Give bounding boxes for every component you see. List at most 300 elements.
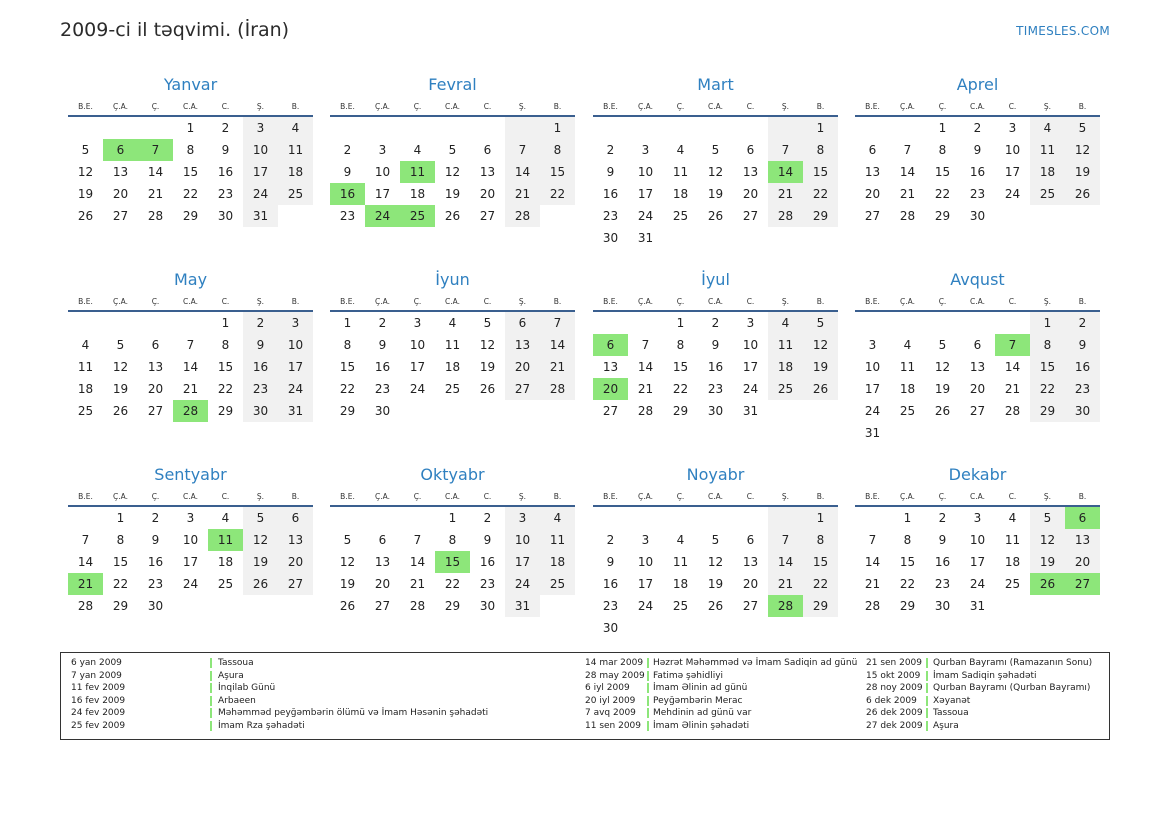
day-cell: 18 [409,187,426,201]
day-cell: 25 [899,404,916,418]
week-row [330,183,575,205]
day-cell: 14 [77,555,94,569]
day-cell: 5 [938,338,947,352]
month-name: Yanvar [163,75,218,94]
day-cell: 3 [746,316,755,330]
day-cell: 13 [742,165,759,179]
day-cell: 5 [483,316,492,330]
day-cell: 9 [221,143,230,157]
weekday-label: Ç. [413,297,422,306]
day-cell: 22 [899,577,916,591]
day-cell: 19 [444,187,461,201]
day-cell: 24 [969,577,986,591]
week-row [330,356,575,378]
legend-date: 11 sen 2009 [585,720,642,731]
day-cell: 12 [479,338,496,352]
empty-day-cell [1030,205,1065,227]
legend-date: 24 fev 2009 [71,708,126,719]
day-cell: 1 [1030,312,1065,334]
day-cell: 11 [444,338,461,352]
day-cell: 3 [243,117,278,139]
day-cell: 26 [934,404,951,418]
day-cell: 20 [593,378,628,400]
day-cell: 28 [768,205,803,227]
day-cell: 6 [378,533,387,547]
empty-day-cell [208,595,243,617]
weekday-header [68,97,313,117]
day-cell: 27 [147,404,164,418]
day-cell: 22 [672,382,689,396]
day-cell: 12 [243,529,278,551]
day-cell: 26 [444,209,461,223]
week-row [593,595,838,617]
day-cell: 31 [969,599,986,613]
week-row [855,356,1100,378]
weekday-label: C.A. [444,102,460,111]
day-cell: 28 [899,209,916,223]
weekday-label: C. [1008,492,1017,501]
day-cell: 16 [374,360,391,374]
legend-date: 28 noy 2009 [866,683,923,694]
empty-day-cell [995,595,1030,617]
legend-date: 7 avq 2009 [585,708,636,719]
empty-day-cell [540,400,575,422]
day-cell: 17 [864,382,881,396]
empty-day-cell [995,312,1030,334]
day-cell: 1 [221,316,230,330]
empty-day-cell [698,617,733,639]
month-calendar [855,268,1100,444]
day-cell: 11 [768,334,803,356]
day-cell: 15 [1030,356,1065,378]
day-cell: 11 [540,529,575,551]
day-cell: 27 [505,378,540,400]
legend-marker [647,671,649,681]
day-cell: 1 [343,316,352,330]
week-row [68,334,313,356]
weekday-header [68,292,313,312]
week-row [593,617,838,639]
weekday-label: B.E. [340,297,355,306]
empty-day-cell [855,117,890,139]
day-cell: 18 [672,577,689,591]
day-cell: 5 [116,338,125,352]
empty-day-cell [628,117,663,139]
day-cell: 14 [505,161,540,183]
weekday-label: B.E. [865,297,880,306]
legend-marker [926,696,928,706]
empty-day-cell [628,507,663,529]
weekday-label: Ş. [1043,492,1052,501]
weekday-label: C. [746,102,755,111]
day-cell: 19 [479,360,496,374]
weekday-label: B. [816,297,825,306]
empty-day-cell [768,117,803,139]
weekday-label: Ş. [1043,297,1052,306]
day-cell: 6 [505,312,540,334]
day-cell: 8 [343,338,352,352]
day-cell: 16 [479,555,496,569]
day-cell: 29 [803,595,838,617]
day-cell: 12 [77,165,94,179]
day-cell: 22 [540,183,575,205]
day-cell: 11 [400,161,435,183]
weekday-label: Ş. [256,297,265,306]
legend-date: 16 fev 2009 [71,695,126,706]
weekday-header [855,487,1100,507]
week-row [855,117,1100,139]
empty-day-cell [103,312,138,334]
day-cell: 2 [151,511,160,525]
weekday-label: B.E. [340,492,355,501]
empty-day-cell [768,617,803,639]
empty-day-cell [733,507,768,529]
day-cell: 25 [1004,577,1021,591]
weekday-label: C.A. [707,102,723,111]
day-cell: 11 [1004,533,1021,547]
empty-day-cell [803,617,838,639]
day-cell: 21 [147,187,164,201]
week-row [330,507,575,529]
empty-day-cell [628,617,663,639]
day-cell: 10 [409,338,426,352]
month-calendar [330,73,575,227]
day-cell: 2 [221,121,230,135]
day-cell: 9 [606,555,615,569]
day-cell: 30 [217,209,234,223]
day-cell: 25 [400,205,435,227]
day-cell: 20 [742,577,759,591]
day-cell: 4 [81,338,90,352]
legend-marker [647,658,649,668]
day-cell: 20 [1065,551,1100,573]
week-row [330,400,575,422]
day-cell: 7 [641,338,650,352]
day-cell: 4 [768,312,803,334]
weekday-label: C.A. [444,297,460,306]
empty-day-cell [505,400,540,422]
day-cell: 10 [637,165,654,179]
day-cell: 6 [483,143,492,157]
day-cell: 21 [1004,382,1021,396]
day-cell: 29 [1030,400,1065,422]
weekday-label: Ç.A. [637,492,653,501]
day-cell: 24 [365,205,400,227]
empty-day-cell [628,312,663,334]
day-cell: 26 [707,599,724,613]
day-cell: 17 [374,187,391,201]
day-cell: 9 [151,533,160,547]
day-cell: 27 [374,599,391,613]
day-cell: 6 [151,338,160,352]
day-cell: 3 [1008,121,1017,135]
week-row [855,183,1100,205]
day-cell: 12 [1030,529,1065,551]
week-row [330,334,575,356]
day-cell: 16 [1065,356,1100,378]
legend-holiday-name: Peyğəmbərin Merac [653,695,743,706]
day-cell: 2 [711,316,720,330]
day-cell: 23 [1065,378,1100,400]
day-cell: 2 [343,143,352,157]
day-cell: 28 [864,599,881,613]
day-cell: 4 [676,143,685,157]
day-cell: 20 [969,382,986,396]
day-cell: 28 [409,599,426,613]
day-cell: 28 [505,205,540,227]
legend-holiday-name: İmam Rza şəhadəti [218,720,305,731]
day-cell: 7 [138,139,173,161]
empty-day-cell [925,422,960,444]
weekday-label: B. [1078,492,1087,501]
day-cell: 17 [182,555,199,569]
week-row [330,312,575,334]
week-row [855,422,1100,444]
week-row [593,400,838,422]
day-cell: 25 [444,382,461,396]
day-cell: 21 [540,356,575,378]
weekday-label: B.E. [78,102,93,111]
weekday-header [330,292,575,312]
empty-day-cell [768,227,803,249]
week-row [330,529,575,551]
day-cell: 11 [672,165,689,179]
day-cell: 18 [217,555,234,569]
week-row [68,205,313,227]
day-cell: 29 [803,205,838,227]
weekday-header [593,487,838,507]
day-cell: 17 [505,551,540,573]
week-row [68,356,313,378]
empty-day-cell [890,117,925,139]
week-row [68,507,313,529]
day-cell: 26 [1030,573,1065,595]
day-cell: 17 [1004,165,1021,179]
weekday-header [68,487,313,507]
week-row [855,595,1100,617]
day-cell: 28 [768,595,803,617]
day-cell: 9 [938,533,947,547]
page-title: 2009-ci il təqvimi. (İran) [60,19,290,41]
day-cell: 26 [1065,183,1100,205]
day-cell: 19 [934,382,951,396]
weekday-label: B. [1078,102,1087,111]
day-cell: 13 [742,555,759,569]
day-cell: 11 [278,139,313,161]
month-name: Avqust [950,270,1005,289]
day-cell: 15 [899,555,916,569]
legend-date: 11 fev 2009 [71,683,126,694]
weekday-label: C.A. [707,492,723,501]
day-cell: 1 [448,511,457,525]
week-row [68,400,313,422]
weekday-label: Ç. [676,297,685,306]
day-cell: 11 [1030,139,1065,161]
day-cell: 1 [186,121,195,135]
day-cell: 27 [742,209,759,223]
day-cell: 6 [1065,507,1100,529]
day-cell: 10 [243,139,278,161]
day-cell: 8 [221,338,230,352]
day-cell: 30 [707,404,724,418]
week-row [68,573,313,595]
day-cell: 30 [374,404,391,418]
day-cell: 20 [147,382,164,396]
weekday-label: Ş. [518,297,527,306]
weekday-label: C. [221,297,230,306]
weekday-label: B. [291,297,300,306]
day-cell: 17 [742,360,759,374]
day-cell: 23 [934,577,951,591]
day-cell: 28 [540,378,575,400]
legend-date: 21 sen 2009 [866,658,923,668]
empty-day-cell [68,507,103,529]
empty-day-cell [768,400,803,422]
week-row [68,529,313,551]
day-cell: 30 [479,599,496,613]
day-cell: 11 [672,555,689,569]
empty-day-cell [768,507,803,529]
legend-marker [926,721,928,731]
legend-marker [647,683,649,693]
day-cell: 25 [672,599,689,613]
day-cell: 24 [505,573,540,595]
day-cell: 15 [803,161,838,183]
month-calendar [330,463,575,617]
empty-day-cell [855,312,890,334]
day-cell: 24 [742,382,759,396]
day-cell: 5 [711,533,720,547]
week-row [855,529,1100,551]
day-cell: 30 [969,209,986,223]
day-cell: 6 [868,143,877,157]
day-cell: 9 [243,334,278,356]
empty-day-cell [540,595,575,617]
week-row [68,312,313,334]
weekday-label: B.E. [340,102,355,111]
day-cell: 10 [505,529,540,551]
legend-date: 6 iyl 2009 [585,683,630,694]
empty-day-cell [435,117,470,139]
day-cell: 29 [934,209,951,223]
legend-date: 6 dek 2009 [866,695,917,706]
weekday-label: Ç. [151,102,160,111]
weekday-label: C.A. [969,102,985,111]
month-name: Dekabr [948,465,1007,484]
day-cell: 19 [707,187,724,201]
weekday-label: Ç. [151,492,160,501]
day-cell: 13 [505,334,540,356]
weekday-label: Ç. [676,492,685,501]
day-cell: 29 [444,599,461,613]
empty-day-cell [1030,422,1065,444]
weekday-label: B.E. [78,492,93,501]
day-cell: 25 [217,577,234,591]
weekday-header [330,487,575,507]
day-cell: 12 [1065,139,1100,161]
weekday-label: Ç. [938,492,947,501]
day-cell: 15 [182,165,199,179]
weekday-label: C.A. [707,297,723,306]
day-cell: 18 [444,360,461,374]
weekday-label: C. [483,297,492,306]
day-cell: 23 [147,577,164,591]
day-cell: 15 [112,555,129,569]
day-cell: 29 [182,209,199,223]
day-cell: 12 [707,165,724,179]
month-calendar [593,73,838,249]
day-cell: 12 [444,165,461,179]
day-cell: 18 [1004,555,1021,569]
empty-day-cell [365,117,400,139]
day-cell: 7 [413,533,422,547]
day-cell: 27 [479,209,496,223]
day-cell: 27 [742,599,759,613]
day-cell: 20 [864,187,881,201]
day-cell: 9 [343,165,352,179]
empty-day-cell [1030,595,1065,617]
empty-day-cell [103,117,138,139]
day-cell: 31 [278,400,313,422]
week-row [68,117,313,139]
weekday-label: C.A. [182,102,198,111]
day-cell: 6 [746,143,755,157]
day-cell: 13 [602,360,619,374]
empty-day-cell [733,617,768,639]
day-cell: 28 [1004,404,1021,418]
day-cell: 8 [676,338,685,352]
week-row [855,139,1100,161]
week-row [855,573,1100,595]
day-cell: 25 [77,404,94,418]
day-cell: 3 [186,511,195,525]
day-cell: 27 [602,404,619,418]
day-cell: 15 [934,165,951,179]
brand-link[interactable]: TIMESLES.COM [1016,24,1110,38]
empty-day-cell [925,312,960,334]
empty-day-cell [803,227,838,249]
day-cell: 14 [637,360,654,374]
empty-day-cell [330,117,365,139]
day-cell: 8 [116,533,125,547]
empty-day-cell [138,117,173,139]
day-cell: 23 [339,209,356,223]
day-cell: 10 [182,533,199,547]
month-name: Mart [697,75,734,94]
week-row [593,139,838,161]
weekday-label: Ç. [151,297,160,306]
day-cell: 19 [1030,551,1065,573]
day-cell: 8 [1030,334,1065,356]
weekday-label: Ç. [938,297,947,306]
empty-day-cell [1065,595,1100,617]
legend-marker [210,696,212,706]
empty-day-cell [470,400,505,422]
day-cell: 31 [637,231,654,245]
day-cell: 14 [147,165,164,179]
day-cell: 30 [1065,400,1100,422]
month-calendar [68,73,313,227]
day-cell: 3 [641,143,650,157]
day-cell: 2 [938,511,947,525]
day-cell: 15 [217,360,234,374]
day-cell: 26 [803,378,838,400]
day-cell: 7 [995,334,1030,356]
legend-marker [210,658,212,668]
day-cell: 3 [973,511,982,525]
weekday-label: C. [221,492,230,501]
day-cell: 16 [217,165,234,179]
